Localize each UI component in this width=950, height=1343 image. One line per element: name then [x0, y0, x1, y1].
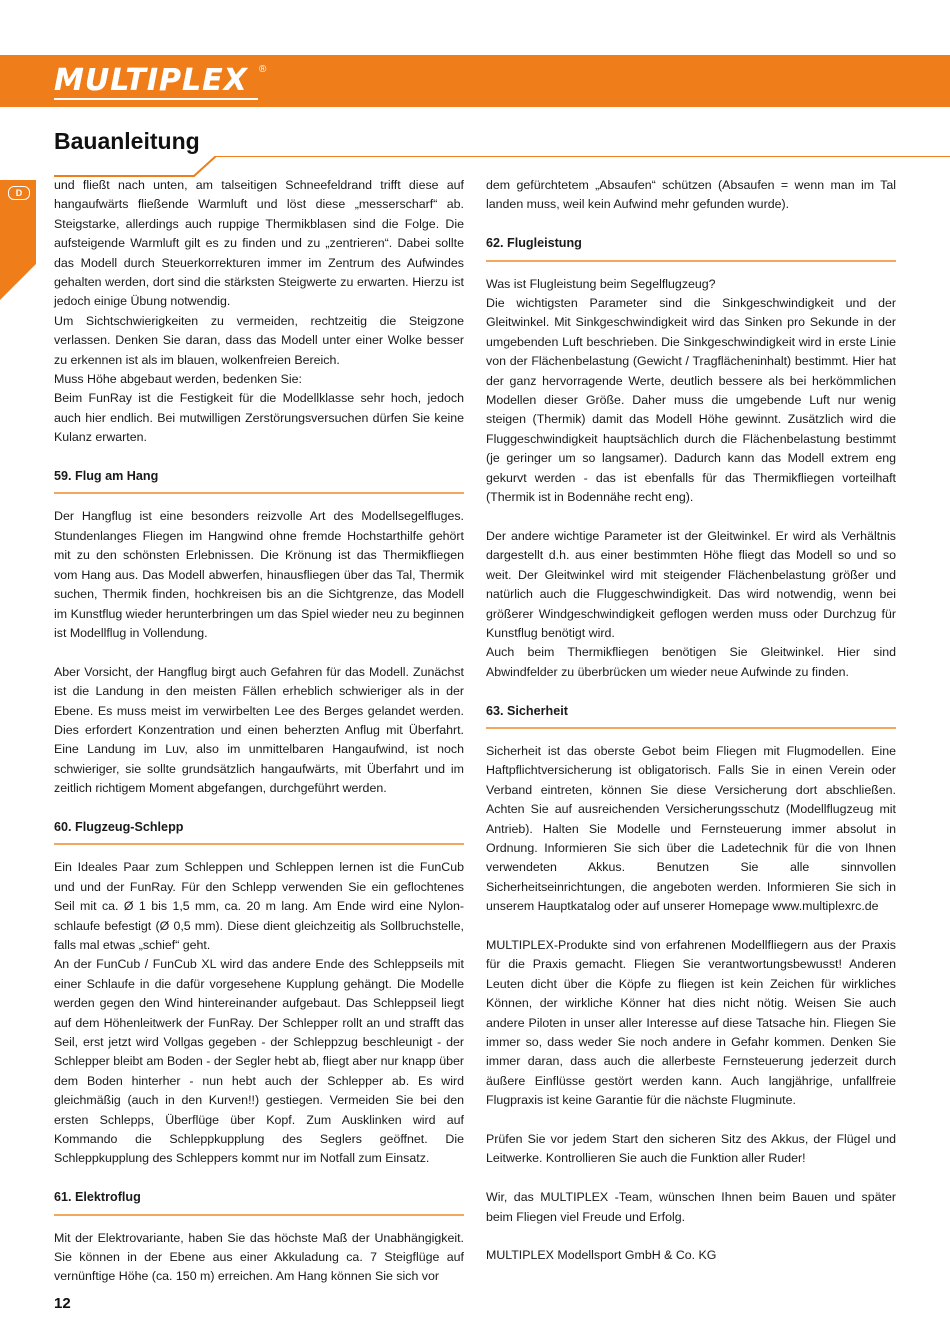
page-title: Bauanleitung	[54, 128, 200, 154]
paragraph: MULTIPLEX Modellsport GmbH & Co. KG	[486, 1248, 717, 1263]
paragraph: Muss Höhe abgebaut werden, bedenken Sie:	[54, 372, 302, 387]
paragraph: MULTIPLEX-Produkte sind von erfahrenen Modellfliegern aus der Praxis für die Praxis gemacht. Fliegen Sie verantwortungsbewusst! Anderen Leuten dicht über die Köpfe zu fliegen ist kein Zeichen für wirkliches Können, der wirkliche Könner hat dies nicht nötig. Weisen Sie auch andere Piloten in unser aller Interesse auf diese Tatsache hin. Fliegen Sie immer so, dass weder Sie noch andere in Gefahr kommen. Denken Sie immer daran, dass auch die allerbeste Fernsteuerung jederzeit durch äußere Einflüsse gestört werden kann. Auch langjährige, unfallfreie Flugpraxis ist keine Garantie für die nächste Flugminute.	[486, 937, 896, 1108]
section-heading-60: 60. Flugzeug-Schlepp	[54, 818, 464, 845]
paragraph: Um Sichtschwierigkeiten zu vermeiden, rechtzeitig die Steigzone verlassen. Denken Sie daran, dass das Modell unter einer Wolke besser zu erkennen ist als im blauen, wolkenfreien Bereich.	[54, 313, 464, 367]
paragraph: Wir, das MULTIPLEX -Team, wünschen Ihnen beim Bauen und später beim Fliegen viel Freude und Erfolg.	[486, 1190, 896, 1224]
paragraph: Sicherheit ist das oberste Gebot beim Fliegen mit Flugmodellen. Eine Haftpflichtversicherung ist obligatorisch. Falls Sie in einen Verein oder Verband eintreten, können Sie diese Versicherung dort abschließen. Achten Sie auf ausreichenden Versicherungsschutz (Modellflugzeug mit Antrieb). Halten Sie Modelle und Fernsteuerung immer absolut in Ordnung. Informieren Sie sich über die Ladetechnik für die von Ihnen verwendeten Akkus. Benutzen Sie alle sinnvollen Sicherheitseinrichtungen, die angeboten werden. Informieren Sie sich in unserem Hauptkatalog oder auf unserer Homepage www.multiplexrc.de	[486, 743, 896, 914]
paragraph: Ein Ideales Paar zum Schleppen und Schleppen lernen ist die FunCub und und der FunRay. Für den Schlepp verwenden Sie ein geflochtenes Seil mit ca. Ø 1 bis 1,5 mm, ca. 20 m lang. Am Ende wird eine Nylon-schlaufe befestigt (Ø 0,5 mm). Diese dient gleichzeitig als Sollbruchstelle, falls mal etwas „schief“ geht.	[54, 860, 464, 952]
language-badge: D	[8, 186, 30, 200]
paragraph: Aber Vorsicht, der Hangflug birgt auch Gefahren für das Modell. Zunächst ist die Landung in den meisten Fällen erheblich schwieriger als in der Ebene. Es muss meist im verwirbelten Lee des Berges gelandet werden. Dies erfordert Konzentration und einen beherzten Anflug mit Überfahrt. Eine Landung im Luv, also im unmittelbaren Hangaufwind, ist noch schwieriger, sie sollte grundsätzlich hangaufwärts, mit Überfahrt und im zeitlich richtigem Moment abgefangen, durchgeführt werden.	[54, 664, 464, 796]
paragraph: Beim FunRay ist die Festigkeit für die Modellklasse sehr hoch, jedoch auch hier endlich. Bei mutwilligen Zerstörungsversuchen dürfen Sie keine Kulanz erwarten.	[54, 391, 464, 445]
paragraph: Die wichtigsten Parameter sind die Sinkgeschwindigkeit und der Gleitwinkel. Mit Sinkgeschwindigkeit wird das Sinken pro Sekunde in der umgebenden Luft beschrieben. Die Sinkgeschwindigkeit wird in erste Linie von der Flächenbelastung (Gewicht / Tragflächeninhalt) bestimmt. Hier hat der ganz hervorragende Werte, deutlich bessere als bei herkömmlichen Modellen dieser Größe. Daher muss die umgebende Luft nur wenig steigen (Thermik) damit das Modell Höhe gewinnt. Zusätzlich wird die Fluggeschwindigkeit hauptsächlich durch die Flächenbelastung bestimmt (je geringer um so langsamer). Dadurch kann das Modell extrem eng gekurvt werden - das ist ebenfalls für das Thermikfliegen vorteilhaft (Thermik ist in Bodennähe recht eng).	[486, 296, 896, 505]
left-column	[54, 176, 464, 1287]
paragraph: und fließt nach unten, am talseitigen Schneefeldrand trifft diese auf hangaufwärts fließende Warmluft und löst diese „messerscharf“ ab. Steigstarke, allerdings auch ruppige Thermikblasen sind die Folge. Die aufsteigende Warmluft gilt es zu finden und zu „zentrieren“. Dabei sollte das Modell durch Steuerkorrekturen immer im Zentrum des Aufwindes gehalten werden, dort sind die stärksten Steigwerte zu erwarten. Hierzu ist jedoch einige Übung notwendig.	[54, 178, 464, 309]
paragraph: Der andere wichtige Parameter ist der Gleitwinkel. Er wird als Verhältnis dargestellt d.h. aus einer bestimmten Höhe fliegt das Modell so und so weit. Der Gleitwinkel wird mit steigender Flächenbelastung größer und natürlich auch die Fluggeschwindigkeit. Das wird notwendig, wenn bei größerer Windgeschwindigkeit geflogen werden muss oder Durchzug für Kunstflug benötigt wird.	[486, 528, 896, 640]
section-heading-61: 61. Elektroflug	[54, 1188, 464, 1215]
registered-mark: ®	[259, 64, 267, 75]
paragraph: Mit der Elektrovariante, haben Sie das höchste Maß der Unabhängigkeit. Sie können in der Ebene aus einer Akkuladung ca. 7 Steigflüge auf vernünftige Höhe (ca. 150 m) erreichen. Am Hang können Sie sich vor	[54, 1230, 464, 1284]
section-heading-63: 63. Sicherheit	[486, 702, 896, 729]
right-column	[486, 176, 896, 1266]
logo-underline	[54, 98, 258, 100]
multiplex-logo: MULTIPLEX	[54, 63, 248, 98]
section-heading-62: 62. Flugleistung	[486, 234, 896, 261]
paragraph: Auch beim Thermikfliegen benötigen Sie Gleitwinkel. Hier sind Abwindfelder zu überbrücken um wieder neue Aufwinde zu finden.	[486, 645, 896, 679]
paragraph: Prüfen Sie vor jedem Start den sicheren Sitz des Akkus, der Flügel und Leitwerke. Kontrollieren Sie auch die Funktion aller Ruder!	[486, 1132, 896, 1166]
paragraph: An der FunCub / FunCub XL wird das andere Ende des Schleppseils mit einer Schlaufe in die dafür vorgesehene Kupplung gehängt. Die Modelle werden gegen den Wind hintereinander aufgebaut. Das Schleppseil liegt auf dem Höhenleitwerk der FunRay. Der Schlepper rollt an und strafft das Seil, erst jetzt wird Vollgas gegeben - der Schleppzug beschleunigt - der Schlepper bleibt am Boden - der Segler hebt ab, fliegt aber nur knapp über dem Boden hinterher - nun hebt auch der Schlepper ab. Es wird gleichmäßig (auch in den Kurven!!) gestiegen. Vermeiden Sie bei den ersten Schlepps, Überflüge über Kopf. Zum Ausklinken wird auf Kommando die Schleppkupplung des Seglers geöffnet. Die Schleppkupplung des Schleppers kommt nur im Notfall zum Einsatz.	[54, 957, 464, 1166]
section-heading-59: 59. Flug am Hang	[54, 467, 464, 494]
paragraph: dem gefürchtetem „Absaufen“ schützen (Absaufen = wenn man im Tal landen muss, weil kein Aufwind mehr gefunden wurde).	[486, 178, 896, 212]
paragraph: Der Hangflug ist eine besonders reizvolle Art des Modellsegelfluges. Stundenlanges Fliegen im Hangwind ohne fremde Hochstarthilfe gehört mit zu den schönsten Erlebnissen. Die Krönung ist das Thermikfliegen vom Hang aus. Das Modell abwerfen, hinausfliegen über das Tal, Thermik suchen, Thermik finden, hochkreisen bis an die Sichtgrenze, das Modell im Kunstflug wieder herunterbringen um das Spiel wieder neu zu beginnen ist Modellflug in Vollendung.	[54, 509, 464, 640]
title-rule	[54, 156, 950, 178]
page-number: 12	[54, 1295, 71, 1312]
paragraph: Was ist Flugleistung beim Segelflugzeug?	[486, 276, 716, 291]
